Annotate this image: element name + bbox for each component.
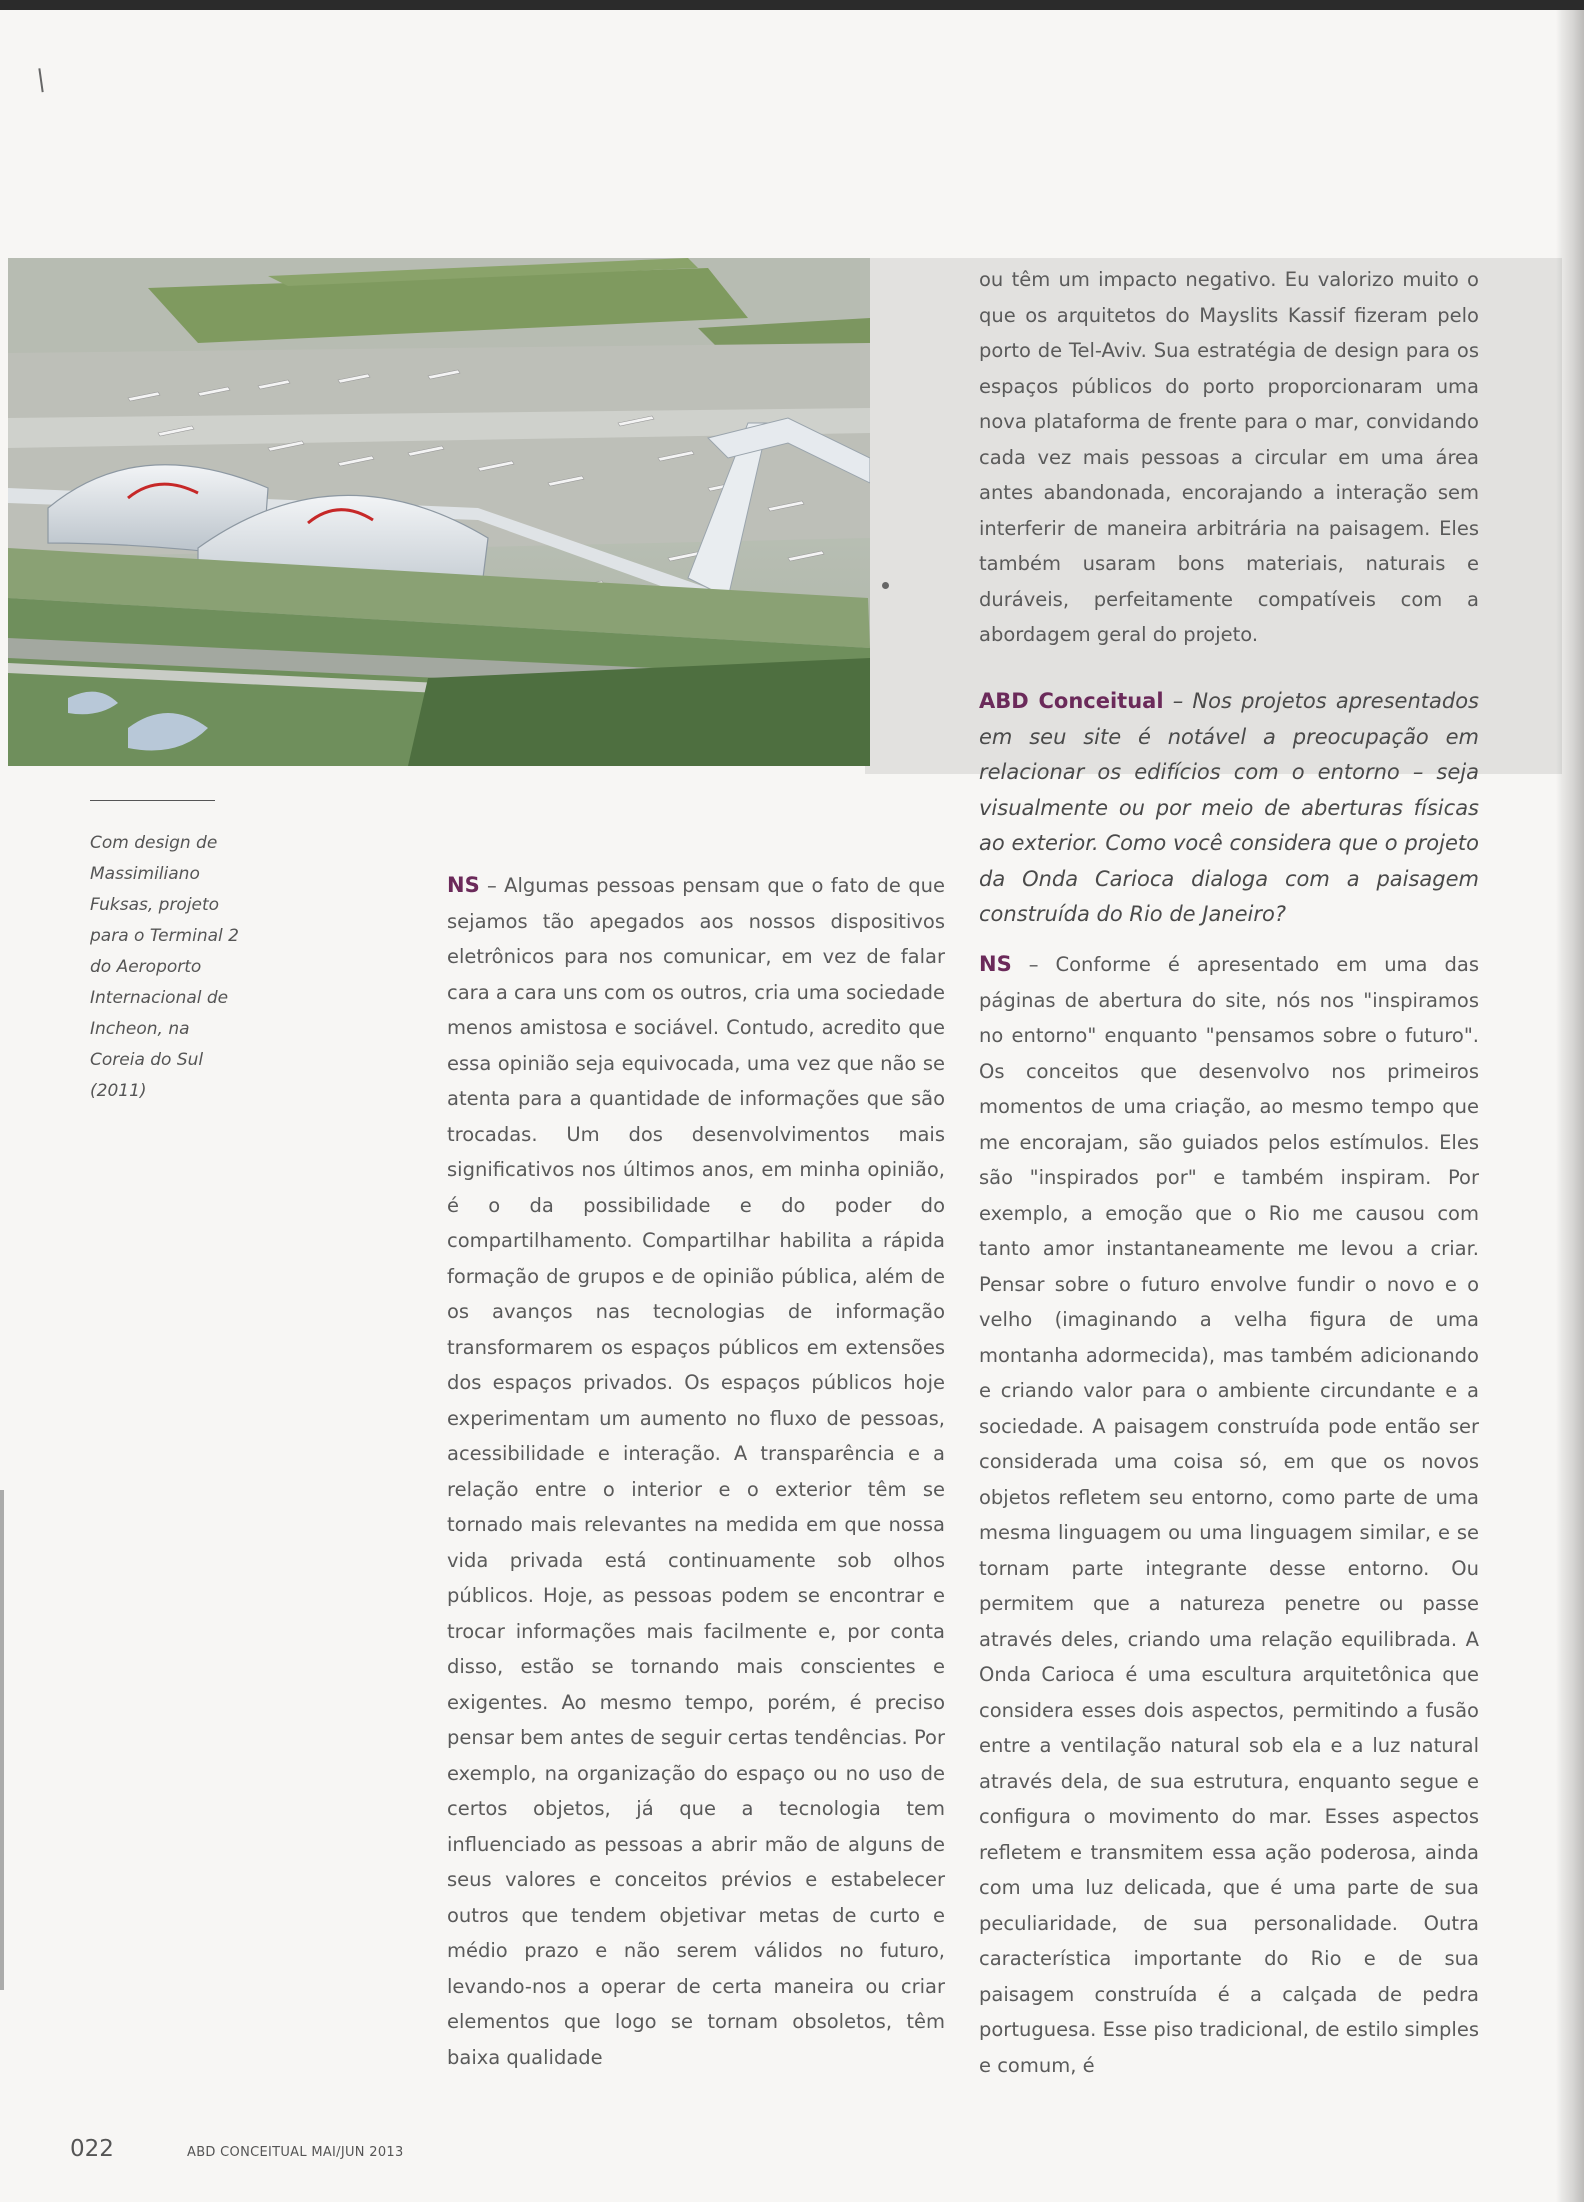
interviewer-label: ABD Conceitual (979, 689, 1164, 713)
answer-text: – Conforme é apresentado em uma das páginas de abertura do site, nós nos "inspiramos no entorno" enquanto "pensamos sobre o futuro". Os conceitos que desenvolvo nos primeiros momentos de uma criação, ao mesmo tempo que me encorajam, são guiados pelos estímulos. Eles são "inspirados por" e também inspiram. Por exemplo, a emoção que o Rio me causou com tanto amor instantaneamente me levou a criar. Pensar sobre o futuro envolve fundir o novo e o velho (imaginando a velha figura de uma montanha adormecida), mas também adicionando e criando valor para o ambiente circundante e a sociedade. A paisagem construída pode então ser considerada uma coisa só, em que os novos objetos refletem seu entorno, como parte de uma mesma linguagem ou uma linguagem similar, e se tornam parte integrante desse entorno. Ou permitem que a natureza penetre ou passe através deles, criando uma relação equilibrada. A Onda Carioca é uma escultura arquitetônica que considera esses dois aspectos, permitindo a fusão entre a ventilação natural sob ela e a luz natural através dela, de sua estrutura, enquanto segue e configura o movimento do mar. Esses aspectos refletem e transmitem essa ação poderosa, ainda com uma luz delicada, que é uma parte de sua peculiaridade, de sua personalidade. Outra característica importante do Rio e de sua paisagem construída é a calçada de pedra portuguesa. Esse piso tradicional, de estilo simples e comum, é (979, 953, 1479, 2077)
question-text: – Nos projetos apresentados em seu site é notável a preocupação em relacionar os edifícios com o entorno – seja visualmente ou por meio de aberturas físicas ao exterior. Como você considera que o projeto da Onda Carioca dialoga com a paisagem construída do Rio de Janeiro? (979, 689, 1479, 926)
caption-rule (90, 800, 215, 801)
photo-caption: Com design de Massimiliano Fuksas, projeto para o Terminal 2 do Aeroporto Internacional de Incheon, na Coreia do Sul (2011) (90, 833, 239, 1101)
page-gutter-edge (1562, 10, 1584, 2202)
column-1-paragraph (447, 868, 945, 2075)
scan-top-edge (0, 0, 1584, 10)
publication-footer: ABD CONCEITUAL MAI/JUN 2013 (187, 2145, 404, 2160)
scan-left-mark (0, 1490, 4, 1990)
interview-question (979, 684, 1479, 933)
airport-aerial-photo (8, 258, 870, 766)
page-number: 022 (70, 2136, 114, 2162)
scan-dot (882, 582, 889, 589)
column-3-paragraph (979, 947, 1479, 2083)
column-2-paragraph: ou têm um impacto negativo. Eu valorizo muito o que os arquitetos do Mayslits Kassif fizeram pelo porto de Tel-Aviv. Sua estratégia de design para os espaços públicos do porto proporcionaram uma nova plataforma de frente para o mar, convidando cada vez mais pessoas a circular em uma área antes abandonada, encorajando a interação sem interferir de maneira arbitrária na paisagem. Eles também usaram bons materiais, naturais e duráveis, perfeitamente compatíveis com a abordagem geral do projeto. (979, 268, 1479, 646)
speaker-label: NS (979, 952, 1012, 976)
scan-speck (38, 68, 47, 93)
speaker-label: NS (447, 873, 480, 897)
answer-text: – Algumas pessoas pensam que o fato de que sejamos tão apegados aos nossos dispositivos eletrônicos para nos comunicar, em vez de falar cara a cara uns com os outros, cria uma sociedade menos amistosa e sociável. Contudo, acredito que essa opinião seja equivocada, uma vez que não se atenta para a quantidade de informações que são trocadas. Um dos desenvolvimentos mais significativos nos últimos anos, em minha opinião, é o da possibilidade e do poder do compartilhamento. Compartilhar habilita a rápida formação de grupos e de opinião pública, além de os avanços nas tecnologias de informação transformarem os espaços públicos em extensões dos espaços privados. Os espaços públicos hoje experimentam um aumento no fluxo de pessoas, acessibilidade e interação. A transparência e a relação entre o interior e o exterior têm se tornado mais relevantes na medida em que nossa vida privada está continuamente sob olhos públicos. Hoje, as pessoas podem se encontrar e trocar informações mais facilmente e, por conta disso, estão se tornando mais conscientes e exigentes. Ao mesmo tempo, porém, é preciso pensar bem antes de seguir certas tendências. Por exemplo, na organização do espaço ou no uso de certos objetos, já que a tecnologia tem influenciado as pessoas a abrir mão de alguns de seus valores e conceitos prévios e estabelecer outros que tendem objetivar metas de curto e médio prazo e não serem válidos no futuro, levando-nos a operar de certa maneira ou criar elementos que logo se tornam obsoletos, têm baixa qualidade (447, 874, 945, 2069)
